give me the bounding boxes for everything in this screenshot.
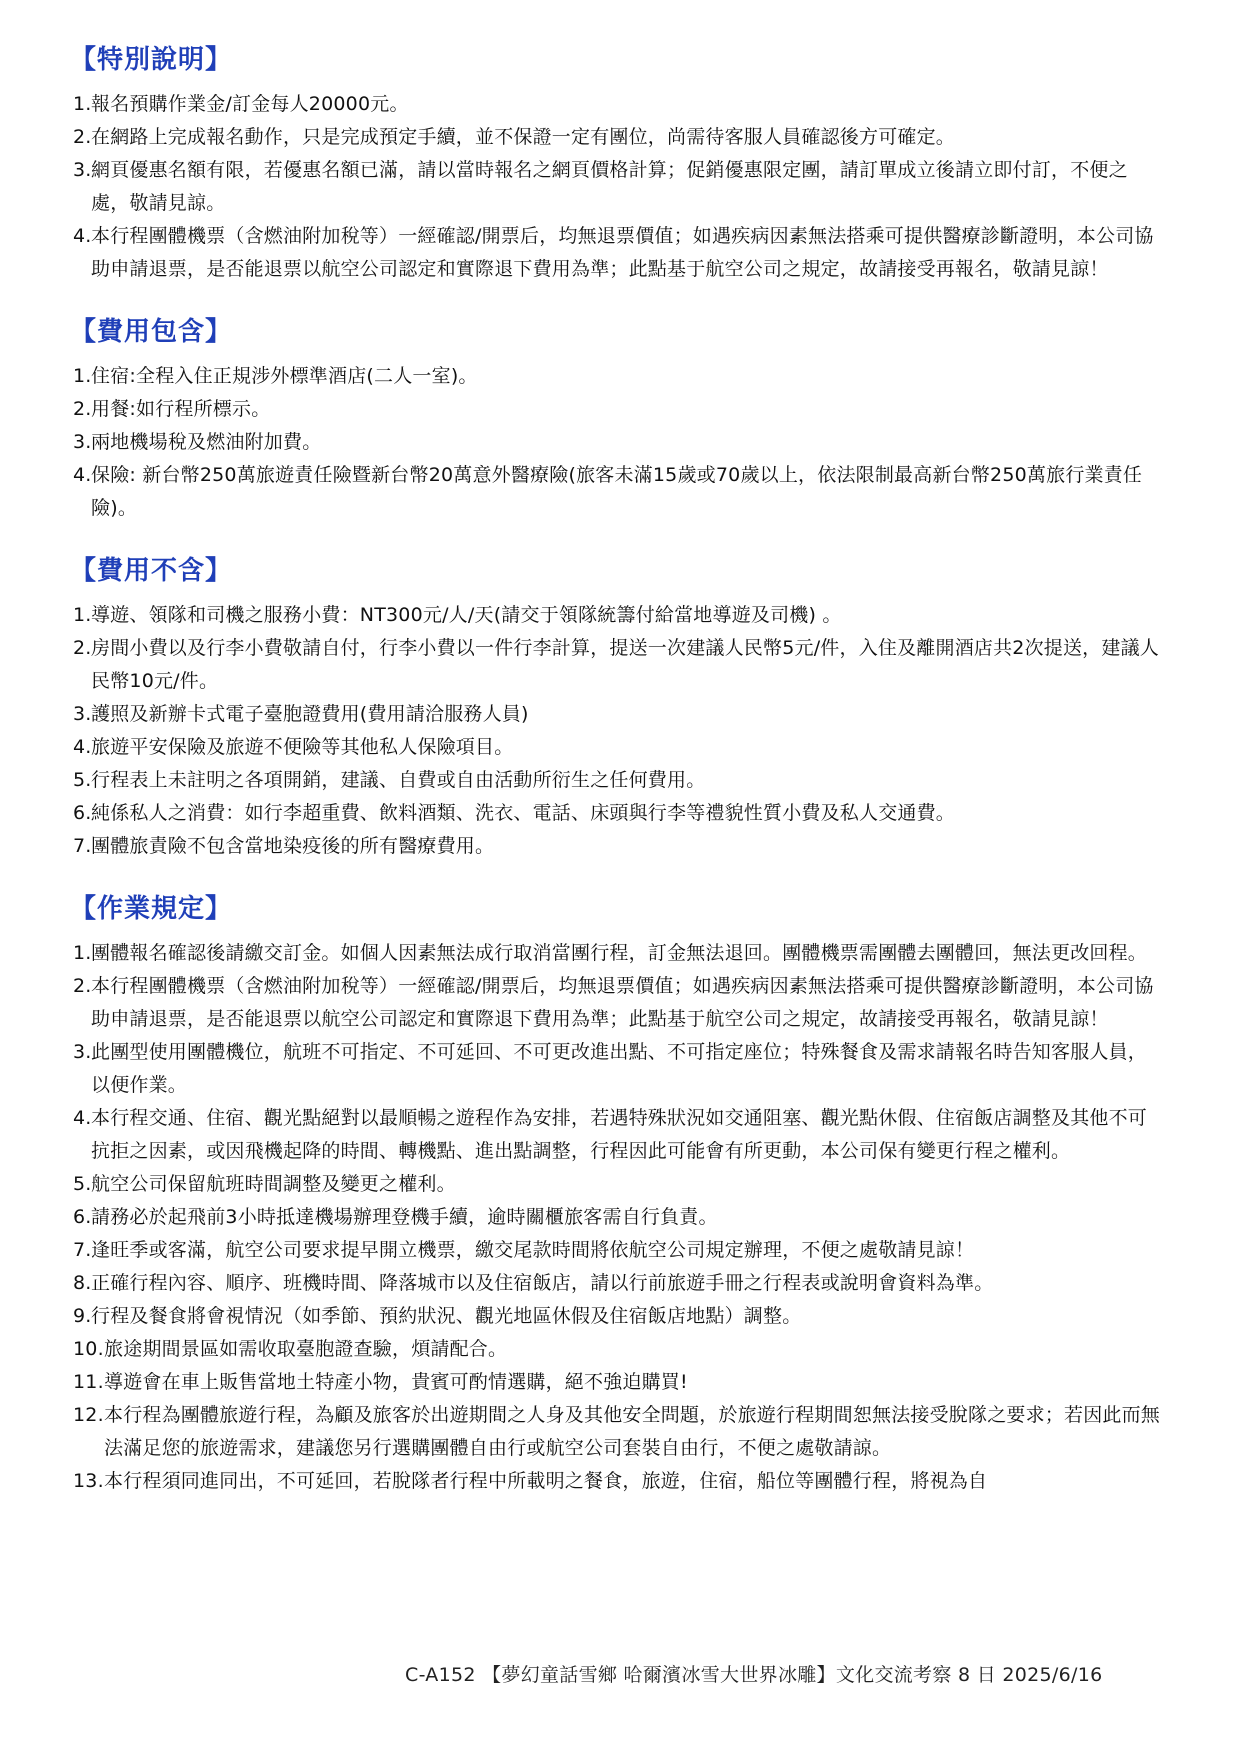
list-item [73,1300,1163,1333]
item-text: 行程表上未註明之各項開銷，建議、自費或自由活動所衍生之任何費用。 [91,769,706,791]
section-title: 【費用不含】 [70,556,233,586]
item-text: 請務必於起飛前3小時抵達機場辦理登機手續，逾時關櫃旅客需自行負責。 [91,1206,718,1228]
item-number: 1. [73,365,92,387]
list-item [73,1168,1163,1201]
item-number: 10. [73,1338,104,1360]
item-text: 此團型使用團體機位，航班不可指定、不可延回、不可更改進出點、不可指定座位；特殊餐食及需求請報名時告知客服人員，以便作業。 [91,1041,1148,1096]
list-item [73,220,1163,286]
item-text: 本行程為團體旅遊行程，為顧及旅客於出遊期間之人身及其他安全問題，於旅遊行程期間恕無法接受脫隊之要求；若因此而無法滿足您的旅遊需求，建議您另行選購團體自由行或航空公司套裝自由行，不便之處敬請諒。 [104,1404,1161,1459]
list-item [73,1036,1163,1102]
list-item [73,698,1163,731]
item-number: 5. [73,1173,92,1195]
list-item [73,1366,1163,1399]
list-item [73,121,1163,154]
item-number: 2. [73,126,92,148]
item-number: 3. [73,1041,92,1063]
item-number: 2. [73,975,92,997]
item-text: 旅途期間景區如需收取臺胞證查驗，煩請配合。 [104,1338,508,1360]
item-number: 2. [73,637,92,659]
item-number: 4. [73,1107,92,1129]
item-number: 3. [73,431,92,453]
item-number: 1. [73,942,92,964]
item-list [73,360,1163,525]
item-number: 6. [73,802,92,824]
section-operating-rules [70,889,1163,1498]
section-special-notes [70,40,1163,286]
item-text: 報名預購作業金/訂金每人20000元。 [91,93,409,115]
item-number: 4. [73,225,92,247]
item-number: 6. [73,1206,92,1228]
item-text: 用餐:如行程所標示。 [91,398,271,420]
item-text: 導遊、領隊和司機之服務小費：NT300元/人/天(請交于領隊統籌付給當地導遊及司機) 。 [91,604,842,626]
item-number: 8. [73,1272,92,1294]
item-number: 12. [73,1404,104,1426]
list-item [73,1234,1163,1267]
section-title: 【特別說明】 [70,45,233,75]
item-number: 5. [73,769,92,791]
item-text: 旅遊平安保險及旅遊不便險等其他私人保險項目。 [91,736,514,758]
list-item [73,599,1163,632]
list-item [73,830,1163,863]
item-text: 本行程團體機票（含燃油附加稅等）一經確認/開票后，均無退票價值；如遇疾病因素無法搭乘可提供醫療診斷證明，本公司協助申請退票，是否能退票以航空公司認定和實際退下費用為準；此點基于航空公司之規定，故請接受再報名，敬請見諒！ [91,225,1154,280]
item-text: 在網路上完成報名動作，只是完成預定手續，並不保證一定有團位，尚需待客服人員確認後方可確定。 [91,126,956,148]
item-text: 逢旺季或客滿，航空公司要求提早開立機票，繳交尾款時間將依航空公司規定辦理，不便之處敬請見諒！ [91,1239,975,1261]
item-text: 房間小費以及行李小費敬請自付，行李小費以一件行李計算，提送一次建議人民幣5元/件，入住及離開酒店共2次提送，建議人民幣10元/件。 [91,637,1159,692]
item-text: 行程及餐食將會視情況（如季節、預約狀況、觀光地區休假及住宿飯店地點）調整。 [91,1305,802,1327]
list-item [73,154,1163,220]
item-text: 兩地機場稅及燃油附加費。 [91,431,322,453]
item-text: 網頁優惠名額有限，若優惠名額已滿，請以當時報名之網頁價格計算；促銷優惠限定團，請訂單成立後請立即付訂，不便之處，敬請見諒。 [91,159,1128,214]
item-number: 7. [73,835,92,857]
item-number: 4. [73,464,92,486]
item-number: 2. [73,398,92,420]
page-footer: C-A152 【夢幻童話雪鄉 哈爾濱冰雪大世界冰雕】文化交流考察 8 日 2025/6/16 [405,1664,1103,1686]
item-text: 導遊會在車上販售當地土特產小物，貴賓可酌情選購，絕不強迫購買! [104,1371,688,1393]
item-list [73,937,1163,1498]
list-item [73,764,1163,797]
list-item [73,88,1163,121]
list-item [73,393,1163,426]
sections-container [70,40,1163,1498]
item-text: 本行程交通、住宿、觀光點絕對以最順暢之遊程作為安排，若遇特殊狀況如交通阻塞、觀光點休假、住宿飯店調整及其他不可抗拒之因素，或因飛機起降的時間、轉機點、進出點調整，行程因此可能會有所更動，本公司保有變更行程之權利。 [91,1107,1148,1162]
item-number: 1. [73,93,92,115]
list-item [73,731,1163,764]
list-item [73,1399,1163,1465]
item-text: 純係私人之消費：如行李超重費、飲料酒類、洗衣、電話、床頭與行李等禮貌性質小費及私人交通費。 [91,802,956,824]
list-item [73,1267,1163,1300]
section-title: 【費用包含】 [70,317,233,347]
item-text: 本行程團體機票（含燃油附加稅等）一經確認/開票后，均無退票價值；如遇疾病因素無法搭乘可提供醫療診斷證明，本公司協助申請退票，是否能退票以航空公司認定和實際退下費用為準；此點基于航空公司之規定，故請接受再報名，敬請見諒！ [91,975,1154,1030]
list-item [73,1201,1163,1234]
list-item [73,1465,1163,1498]
item-number: 9. [73,1305,92,1327]
item-text: 正確行程內容、順序、班機時間、降落城市以及住宿飯店，請以行前旅遊手冊之行程表或說明會資料為準。 [91,1272,994,1294]
item-number: 11. [73,1371,104,1393]
section-title: 【作業規定】 [70,894,233,924]
list-item [73,1333,1163,1366]
item-number: 3. [73,703,92,725]
item-number: 4. [73,736,92,758]
list-item [73,970,1163,1036]
item-text: 團體報名確認後請繳交訂金。如個人因素無法成行取消當團行程，訂金無法退回。團體機票需團體去團體回，無法更改回程。 [91,942,1148,964]
list-item [73,632,1163,698]
list-item [73,426,1163,459]
list-item [73,797,1163,830]
item-number: 1. [73,604,92,626]
item-number: 13. [73,1470,104,1492]
item-number: 7. [73,1239,92,1261]
item-text: 本行程須同進同出，不可延回，若脫隊者行程中所載明之餐食，旅遊，住宿，船位等團體行程，將視為自 [104,1470,988,1492]
section-fee-excluded [70,551,1163,863]
list-item [73,360,1163,393]
item-text: 住宿:全程入住正規涉外標準酒店(二人一室)。 [91,365,478,387]
item-text: 護照及新辦卡式電子臺胞證費用(費用請洽服務人員) [91,703,529,725]
item-text: 團體旅責險不包含當地染疫後的所有醫療費用。 [91,835,495,857]
section-fee-included [70,312,1163,525]
list-item [73,459,1163,525]
list-item [73,937,1163,970]
item-number: 3. [73,159,92,181]
list-item [73,1102,1163,1168]
item-text: 航空公司保留航班時間調整及變更之權利。 [91,1173,456,1195]
item-list [73,599,1163,863]
item-list [73,88,1163,286]
item-text: 保險: 新台幣250萬旅遊責任險暨新台幣20萬意外醫療險(旅客未滿15歲或70歲以上，依法限制最高新台幣250萬旅行業責任險)。 [91,464,1143,519]
